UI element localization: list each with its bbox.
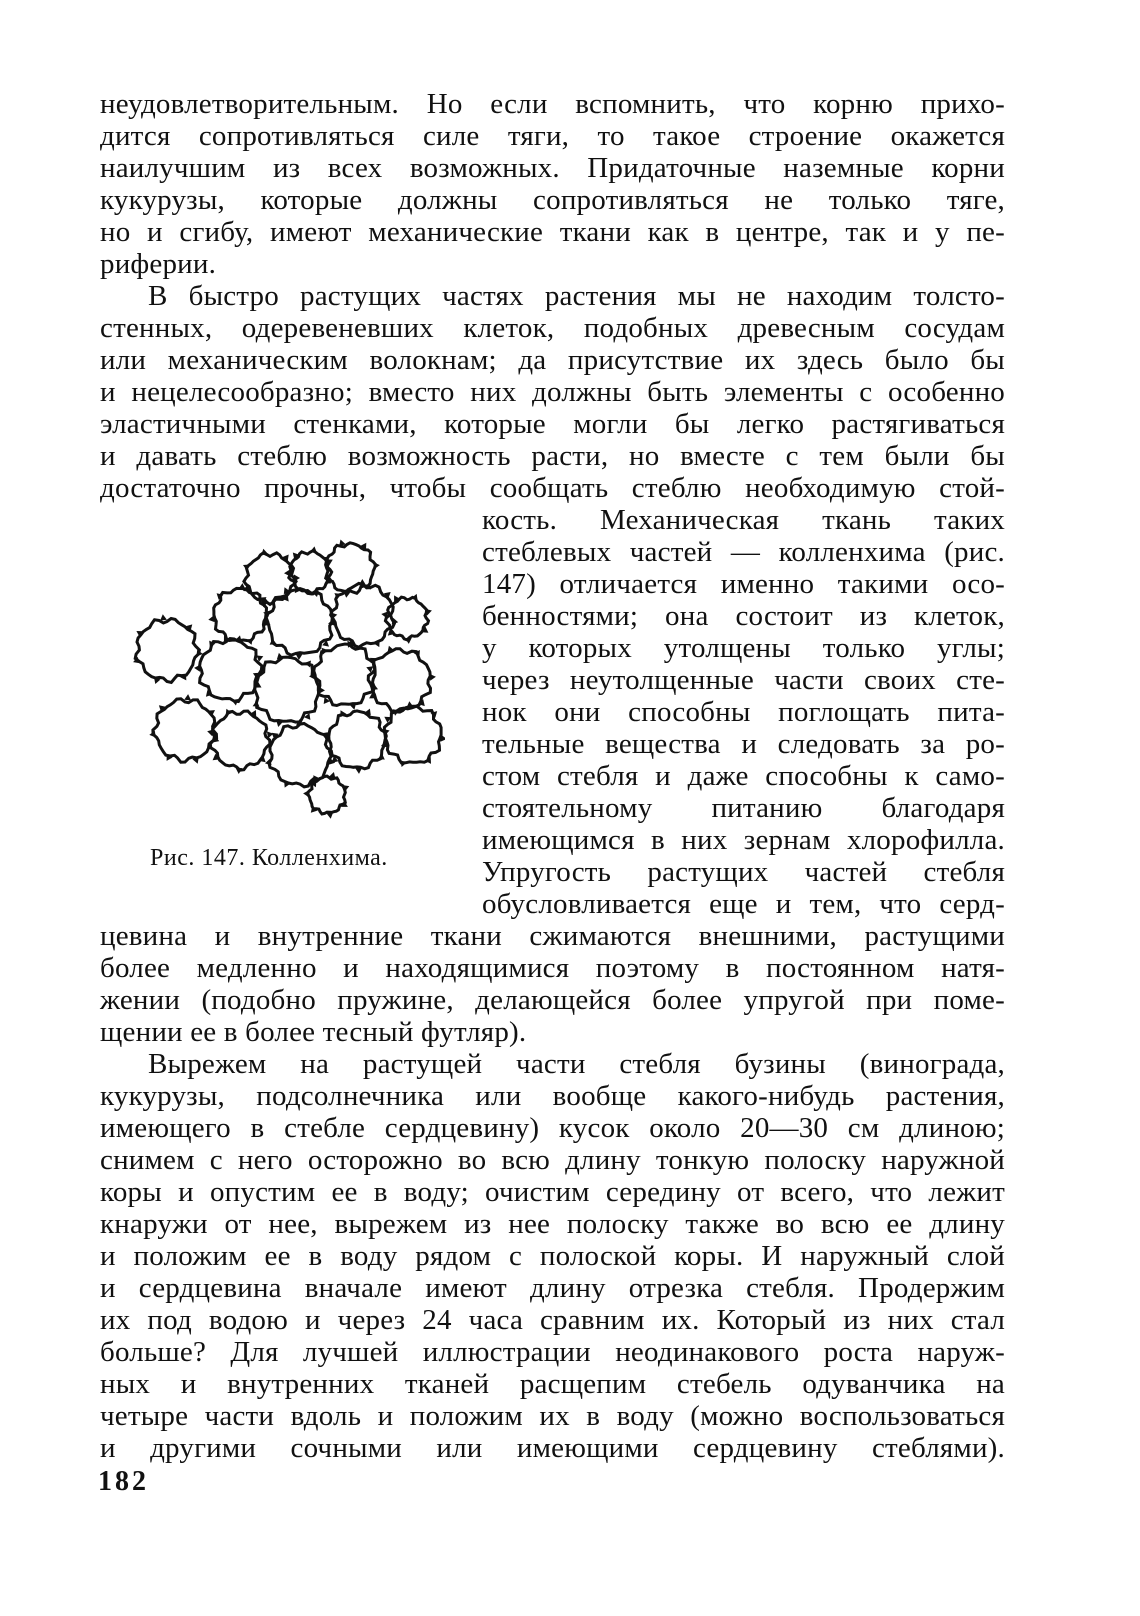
text-line: нок они способны поглощать пита- (482, 696, 1005, 728)
thickened-corner (253, 701, 260, 707)
thickened-corner (378, 753, 385, 759)
thickened-corner (374, 562, 380, 569)
thickened-corner (208, 615, 215, 622)
text-line: коры и опустим ее в воду; очистим середину от всего, что лежит (100, 1176, 1005, 1208)
text-line: стенных, одеревеневших клеток, подобных древесным сосудам (100, 312, 1005, 344)
thickened-corner (184, 694, 191, 700)
text-line: или механическим волокнам; да присутствие их здесь было бы (100, 344, 1005, 376)
thickened-corner (284, 570, 290, 577)
text-line: В быстро растущих частях растения мы не находим толсто- (148, 280, 1005, 312)
text-line: кость. Механическая ткань таких (482, 504, 1005, 536)
text-line: неудовлетворительным. Но если вспомнить, что корню прихо- (100, 88, 1005, 120)
thickened-corner (355, 768, 362, 774)
text-line: наилучшим из всех возможных. Придаточные наземные корни (100, 152, 1005, 184)
figure-caption: Рис. 147. Колленхима. (150, 845, 388, 871)
collenchyma-illustration (95, 530, 445, 820)
text-line: у которых утолщены только углы; (482, 632, 1005, 664)
text-line: и другими сочными или имеющими сердцевину стеблями). (100, 1432, 1005, 1464)
thickened-corner (430, 674, 436, 681)
text-line: тельные вещества и следовать за ро- (482, 728, 1005, 760)
text-line: ных и внутренних тканей расщепим стебель одуванчика на (100, 1368, 1005, 1400)
text-line: и сердцевина вначале имеют длину отрезка стебля. Продержим (100, 1272, 1005, 1304)
thickened-corner (160, 614, 167, 620)
text-line: через неутолщенные части своих сте- (482, 664, 1005, 696)
text-line: обусловливается еще и тем, что серд- (482, 888, 1005, 920)
thickened-corner (407, 701, 414, 707)
text-line: жении (подобно пружине, делающейся более упругой при поме- (100, 984, 1005, 1016)
text-line: дится сопротивляться силе тяги, то такое строение окажется (100, 120, 1005, 152)
text-line: стеблевых частей — колленхима (рис. (482, 536, 1005, 568)
thickened-corner (440, 735, 445, 742)
thickened-corner (359, 579, 366, 585)
text-line: но и сгибу, имеют механические ткани как в центре, так и у пе- (100, 216, 1005, 248)
text-line: имеющимся в них зернам хлорофилла. (482, 824, 1005, 856)
thickened-corner (194, 665, 200, 672)
text-line: и положим ее в воду рядом с полоской коры. И наружный слой (100, 1240, 1005, 1272)
cell-wall (255, 657, 320, 722)
thickened-corner (243, 565, 250, 571)
text-line: достаточно прочны, чтобы сообщать стеблю необходимую стой- (100, 472, 1005, 504)
text-line: четыре части вдоль и положим их в воду (можно воспользоваться (100, 1400, 1005, 1432)
text-line: стом стебля и даже способны к само- (482, 760, 1005, 792)
text-line: более медленно и находящимися поэтому в постоянном натя- (100, 952, 1005, 984)
text-line: кукурузы, которые должны сопротивляться не только тяге, (100, 184, 1005, 216)
cell-wall (210, 711, 270, 770)
text-line: больше? Для лучшей иллюстрации неодинакового роста наруж- (100, 1336, 1005, 1368)
thickened-corner (303, 790, 309, 797)
thickened-corner (326, 812, 333, 819)
text-line: кнаружи от нее, вырежем из нее полоску также во всю ее длину (100, 1208, 1005, 1240)
text-line: Упругость растущих частей стебля (482, 856, 1005, 888)
thickened-corner (270, 638, 277, 644)
text-line: 147) отличается именно такими осо- (482, 568, 1005, 600)
text-line: щении ее в более тесный футляр). (100, 1016, 527, 1048)
text-line: и давать стеблю возможность расти, но вместе с тем были бы (100, 440, 1005, 472)
text-line: снимем с него осторожно во всю длину тонкую полоску наружной (100, 1144, 1005, 1176)
page-number: 182 (98, 1466, 149, 1497)
text-line: стоятельному питанию благодаря (482, 792, 1005, 824)
text-line: Вырежем на растущей части стебля бузины (винограда, (148, 1048, 1005, 1080)
text-line: их под водою и через 24 часа сравним их. Который из них стал (100, 1304, 1005, 1336)
text-line: имеющего в стебле сердцевину) кусок около 20—30 см длиною; (100, 1112, 1005, 1144)
text-line: и нецелесообразно; вместо них должны быть элементы с особенно (100, 376, 1005, 408)
text-line: эластичными стенками, которые могли бы легко растягиваться (100, 408, 1005, 440)
text-line: бенностями; она состоит из клеток, (482, 600, 1005, 632)
text-line: цевина и внутренние ткани сжимаются внешними, растущими (100, 920, 1005, 952)
text-line: кукурузы, подсолнечника или вообще какого-нибудь растения, (100, 1080, 1005, 1112)
thickened-corner (381, 612, 388, 619)
text-line: риферии. (100, 248, 217, 280)
